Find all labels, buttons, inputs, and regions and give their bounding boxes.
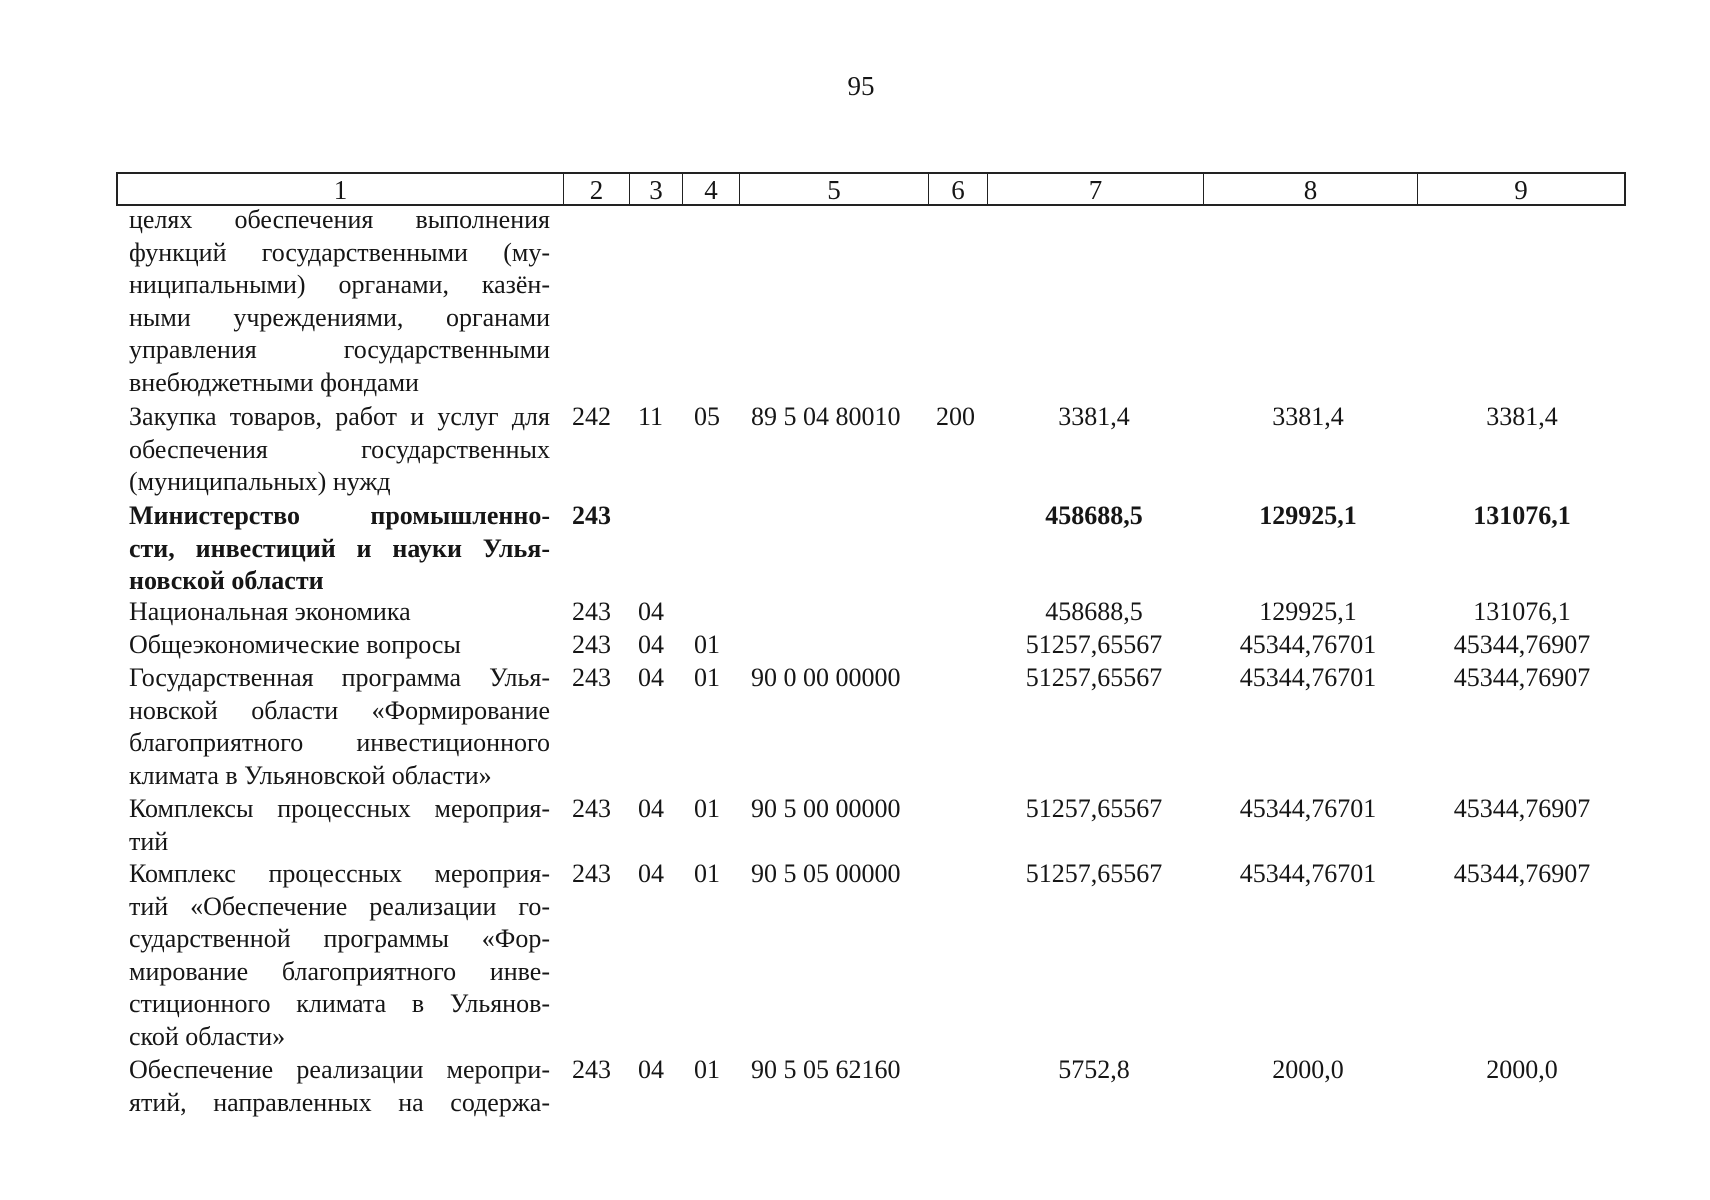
row-name bbox=[129, 204, 550, 400]
cell-col9: 3381,4 bbox=[1486, 402, 1558, 431]
header-cell-9: 9 bbox=[1514, 175, 1528, 205]
cell-col2: 243 bbox=[572, 630, 611, 659]
cell-col4: 01 bbox=[694, 859, 720, 888]
cell-col3: 04 bbox=[638, 1055, 664, 1084]
row-name-line: Министерство промышленно- bbox=[129, 501, 550, 530]
cell-col9: 45344,76907 bbox=[1453, 663, 1591, 692]
cell-col3: 04 bbox=[638, 794, 664, 823]
cell-col4: 05 bbox=[694, 402, 720, 431]
row-name-line: Национальная экономика bbox=[129, 597, 411, 626]
cell-col8: 45344,76701 bbox=[1239, 630, 1377, 659]
row-name-line: (муниципальных) нужд bbox=[129, 467, 391, 497]
cell-col8: 45344,76701 bbox=[1239, 663, 1377, 692]
row-name-line: тий «Обеспечение реализации го- bbox=[129, 891, 550, 921]
cell-col2: 243 bbox=[572, 663, 611, 692]
cell-col6: 200 bbox=[936, 402, 975, 431]
row-name-line: Закупка товаров, работ и услуг для bbox=[129, 402, 550, 431]
cell-col7: 5752,8 bbox=[1058, 1055, 1130, 1084]
cell-col7: 51257,65567 bbox=[1025, 630, 1163, 659]
cell-col8: 45344,76701 bbox=[1239, 859, 1377, 888]
row-name-line: благоприятного инвестиционного bbox=[129, 728, 550, 758]
header-cell-3: 3 bbox=[630, 174, 683, 204]
cell-col2: 243 bbox=[572, 794, 611, 823]
header-cell-5: 5 bbox=[740, 174, 929, 204]
row-name-line: мирование благоприятного инве- bbox=[129, 956, 550, 986]
cell-col4: 01 bbox=[694, 630, 720, 659]
row-name-line: ской области» bbox=[129, 1021, 286, 1051]
cell-col7: 3381,4 bbox=[1058, 402, 1130, 431]
row-name-line: управления государственными bbox=[129, 335, 550, 365]
cell-col7: 51257,65567 bbox=[1025, 663, 1163, 692]
cell-col4: 01 bbox=[694, 663, 720, 692]
row-name-line: климата в Ульяновской области» bbox=[129, 760, 492, 790]
cell-col5: 90 5 05 62160 bbox=[751, 1055, 901, 1084]
row-name-line: стиционного климата в Ульянов- bbox=[129, 989, 550, 1019]
row-name-line: Комплексы процессных мероприя- bbox=[129, 794, 550, 823]
header-cell-2: 2 bbox=[564, 174, 630, 204]
row-name bbox=[129, 858, 550, 1054]
row-name-line: внебюджетными фондами bbox=[129, 367, 419, 397]
cell-col3: 04 bbox=[638, 597, 664, 626]
row-name bbox=[129, 401, 550, 499]
cell-col3: 04 bbox=[638, 663, 664, 692]
table-header bbox=[116, 172, 1626, 206]
row-name-line: целях обеспечения выполнения bbox=[129, 205, 550, 234]
row-name bbox=[129, 596, 550, 629]
row-name-line: ниципальными) органами, казён- bbox=[129, 270, 550, 300]
row-name bbox=[129, 793, 550, 858]
cell-col8: 3381,4 bbox=[1272, 402, 1344, 431]
cell-col5: 90 5 00 00000 bbox=[751, 794, 901, 823]
cell-col8: 129925,1 bbox=[1259, 597, 1357, 626]
row-name-line: Комплекс процессных мероприя- bbox=[129, 859, 550, 888]
row-name bbox=[129, 500, 550, 598]
cell-col7: 51257,65567 bbox=[1025, 794, 1163, 823]
row-name-line: Общеэкономические вопросы bbox=[129, 630, 461, 659]
cell-col4: 01 bbox=[694, 1055, 720, 1084]
cell-col2: 242 bbox=[572, 402, 611, 431]
cell-col3: 04 bbox=[638, 630, 664, 659]
cell-col2: 243 bbox=[572, 859, 611, 888]
row-name-line: тий bbox=[129, 826, 169, 856]
header-cell-7: 7 bbox=[988, 174, 1204, 204]
cell-col9: 131076,1 bbox=[1473, 501, 1571, 530]
row-name-line: обеспечения государственных bbox=[129, 434, 550, 464]
cell-col7: 458688,5 bbox=[1045, 501, 1143, 530]
header-cell-6: 6 bbox=[929, 174, 988, 204]
row-name-line: ными учреждениями, органами bbox=[129, 302, 550, 332]
row-name-line: Государственная программа Улья- bbox=[129, 663, 550, 692]
header-cell-4: 4 bbox=[683, 174, 740, 204]
cell-col9: 45344,76907 bbox=[1453, 630, 1591, 659]
cell-col9: 131076,1 bbox=[1473, 597, 1571, 626]
cell-col9: 45344,76907 bbox=[1453, 794, 1591, 823]
cell-col5: 90 5 05 00000 bbox=[751, 859, 901, 888]
cell-col3: 11 bbox=[638, 402, 664, 431]
cell-col8: 45344,76701 bbox=[1239, 794, 1377, 823]
header-cell-1: 1 bbox=[118, 174, 564, 204]
row-name bbox=[129, 629, 550, 662]
cell-col9: 2000,0 bbox=[1486, 1055, 1558, 1084]
cell-col3: 04 bbox=[638, 859, 664, 888]
cell-col7: 51257,65567 bbox=[1025, 859, 1163, 888]
row-name bbox=[129, 1054, 550, 1119]
cell-col7: 458688,5 bbox=[1045, 597, 1143, 626]
row-name-line: новской области bbox=[129, 566, 324, 596]
header-cell-8: 8 bbox=[1204, 174, 1418, 204]
cell-col4: 01 bbox=[694, 794, 720, 823]
cell-col2: 243 bbox=[572, 501, 611, 530]
row-name-line: сударственной программы «Фор- bbox=[129, 924, 550, 954]
row-name bbox=[129, 662, 550, 792]
page-number: 95 bbox=[847, 71, 875, 101]
row-name-line: новской области «Формирование bbox=[129, 695, 550, 725]
cell-col9: 45344,76907 bbox=[1453, 859, 1591, 888]
cell-col8: 129925,1 bbox=[1259, 501, 1357, 530]
cell-col2: 243 bbox=[572, 597, 611, 626]
cell-col5: 90 0 00 00000 bbox=[751, 663, 901, 692]
cell-col5: 89 5 04 80010 bbox=[751, 402, 901, 431]
row-name-line: функций государственными (му- bbox=[129, 237, 550, 267]
row-name-line: ятий, направленных на содержа- bbox=[129, 1087, 550, 1117]
row-name-line: Обеспечение реализации меропри- bbox=[129, 1055, 550, 1084]
row-name-line: сти, инвестиций и науки Улья- bbox=[129, 533, 550, 563]
cell-col8: 2000,0 bbox=[1272, 1055, 1344, 1084]
cell-col2: 243 bbox=[572, 1055, 611, 1084]
